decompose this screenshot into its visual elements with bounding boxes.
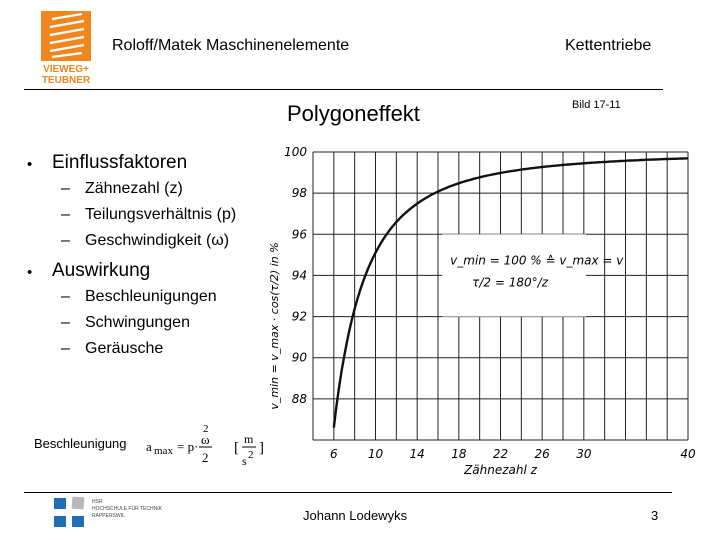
dash-icon: – (61, 232, 70, 249)
svg-text:92: 92 (291, 309, 307, 324)
sub-bullet-item (27, 206, 236, 232)
svg-text:96: 96 (291, 227, 307, 242)
svg-text:ω: ω (201, 432, 210, 447)
svg-text:v_min = 100 % ≙ v_max = v: v_min = 100 % ≙ v_max = v (450, 253, 624, 268)
svg-text:= p·: = p· (177, 439, 199, 454)
formula-label: Beschleunigung (34, 436, 127, 451)
bullet-item (27, 152, 236, 180)
svg-text:max: max (154, 445, 173, 457)
dash-icon: – (61, 288, 70, 305)
svg-text:HSR: HSR (92, 499, 103, 505)
dash-icon: – (61, 206, 70, 223)
svg-text:100: 100 (284, 145, 307, 159)
slide-title: Polygoneffekt (287, 101, 420, 126)
svg-text:τ/2 = 180°/z: τ/2 = 180°/z (472, 275, 549, 290)
figure-reference: Bild 17-11 (572, 99, 621, 111)
sub-bullet-item (27, 340, 236, 366)
svg-text:VIEWEG+: VIEWEG+ (43, 64, 89, 75)
svg-text:HOCHSCHULE FÜR TECHNIK: HOCHSCHULE FÜR TECHNIK (92, 506, 162, 512)
page-number: 3 (651, 508, 659, 523)
dash-icon: – (61, 180, 70, 197)
sub-bullet-label: Schwingungen (85, 314, 190, 331)
header-divider (24, 89, 343, 90)
svg-text:6: 6 (330, 447, 338, 461)
sub-bullet-label: Teilungsverhältnis (p) (85, 206, 237, 223)
svg-text:Zähnezahl z: Zähnezahl z (464, 463, 537, 477)
svg-text:2: 2 (203, 424, 209, 435)
bullet-list (27, 152, 236, 366)
svg-text:a: a (146, 439, 152, 454)
svg-text:88: 88 (291, 391, 307, 406)
svg-text:]: ] (259, 440, 264, 456)
sub-bullet-item (27, 314, 236, 340)
bullet-icon: • (27, 264, 33, 281)
svg-text:18: 18 (451, 447, 467, 461)
footer-divider (24, 492, 672, 493)
svg-text:s: s (242, 454, 247, 466)
svg-text:94: 94 (291, 268, 307, 283)
svg-text:22: 22 (492, 447, 509, 461)
bullet-icon: • (27, 156, 33, 173)
hsr-logo (52, 494, 182, 530)
svg-text:[: [ (234, 440, 239, 456)
sub-bullet-label: Geräusche (85, 340, 164, 357)
sub-bullet-label: Beschleunigungen (85, 288, 217, 305)
sub-bullet-item (27, 232, 236, 258)
svg-text:TEUBNER: TEUBNER (41, 75, 91, 86)
header-divider-right (343, 89, 663, 90)
svg-text:2: 2 (202, 450, 209, 465)
svg-text:m: m (244, 432, 254, 446)
svg-text:14: 14 (409, 447, 425, 461)
svg-text:v_min = v_max · cos(τ/2) in %: v_min = v_max · cos(τ/2) in % (268, 242, 281, 410)
svg-text:26: 26 (534, 447, 550, 461)
svg-text:RAPPERSWIL: RAPPERSWIL (92, 513, 125, 519)
svg-text:90: 90 (291, 350, 307, 365)
dash-icon: – (61, 314, 70, 331)
acceleration-formula (144, 424, 274, 466)
sub-bullet-item (27, 180, 236, 206)
bullet-label: Einflussfaktoren (52, 152, 188, 173)
sub-bullet-label: Geschwindigkeit (ω) (85, 232, 230, 249)
svg-text:40: 40 (680, 447, 696, 461)
svg-text:2: 2 (248, 449, 254, 461)
svg-text:10: 10 (367, 447, 384, 461)
author-name: Johann Lodewyks (303, 508, 408, 523)
dash-icon: – (61, 340, 70, 357)
sub-bullet-item (27, 288, 236, 314)
svg-text:30: 30 (576, 447, 592, 461)
sub-bullet-label: Zähnezahl (z) (85, 180, 183, 197)
vieweg-teubner-logo (38, 9, 98, 87)
bullet-item (27, 260, 236, 288)
bullet-label: Auswirkung (52, 260, 151, 281)
book-title: Roloff/Matek Maschinenelemente (112, 37, 350, 54)
chapter-title: Kettentriebe (565, 37, 652, 54)
polygon-effect-chart (258, 138, 710, 480)
svg-text:98: 98 (291, 186, 307, 201)
